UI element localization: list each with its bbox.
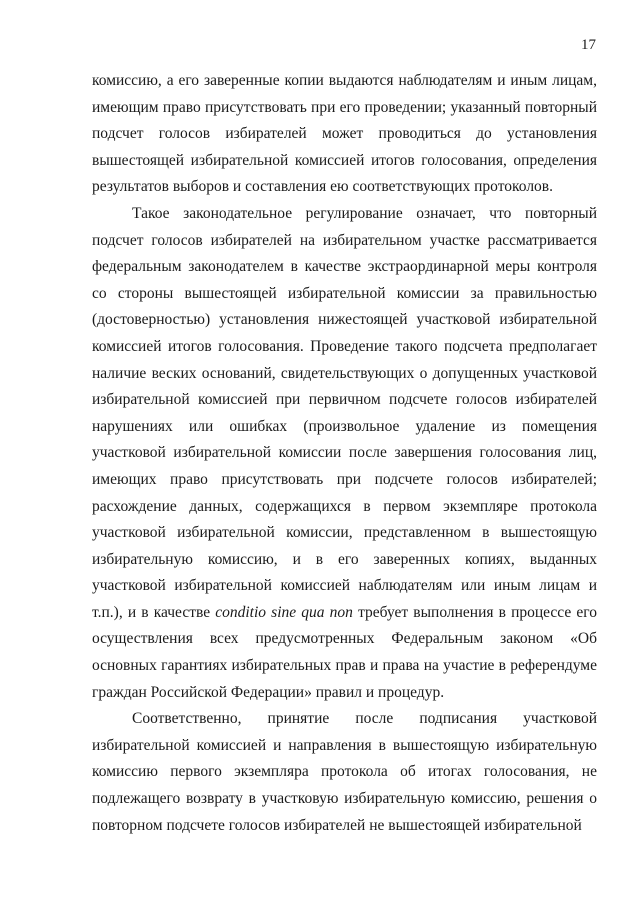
body-text [92,68,597,839]
paragraph-continuation: комиссию, а его заверенные копии выдаются наблюдателям и иным лицам, имеющим право присутствовать при его проведении; указанный повторный подсчет голосов избирателей может проводиться до установления вышестоящей избирательной комиссией итогов голосования, определения результатов выборов и составления ею соответствующих протоколов. [92,72,597,196]
paragraph-regulation-tail: требует выполнения в процессе его осуществления всех предусмотренных Федеральным законом «Об основных гарантиях избирательных прав и права на участие в референдуме граждан Российской Федерации» правил и процедур. [92,603,597,701]
latin-phrase: conditio sine qua non [215,603,353,621]
paragraph-regulation [92,201,597,706]
paragraph-regulation-text: Такое законодательное регулирование означает, что повторный подсчет голосов избирателей на избирательном участке рассматривается федеральным законодателем в качестве экстраординарной меры контроля со стороны вышестоящей избирательной комиссии за правильностью (достоверностью) установления нижестоящей участковой избирательной комиссией итогов голосования. Проведение такого подсчета предполагает наличие веских оснований, свидетельствующих о допущенных участковой избирательной комиссией при первичном подсчете голосов избирателей нарушениях или ошибках (произвольное удаление из помещения участковой избирательной комиссии после завершения голосования лиц, имеющих право присутствовать при подсчете голосов избирателей; расхождение данных, содержащихся в первом экземпляре протокола участковой избирательной комиссии, представленном в вышестоящую избирательную комиссию, и в его заверенных копиях, выданных участковой избирательной комиссией наблюдателям или иным лицам и т.п.), и в качестве [92,204,597,621]
paragraph-accordingly: Соответственно, принятие после подписания участковой избирательной комиссией и направления в вышестоящую избирательную комиссию первого экземпляра протокола об итогах голосования, не подлежащего возврату в участковую избирательную комиссию, решения о повторном подсчете голосов избирателей не вышестоящей избирательной [92,710,597,834]
page-number: 17 [581,37,596,53]
